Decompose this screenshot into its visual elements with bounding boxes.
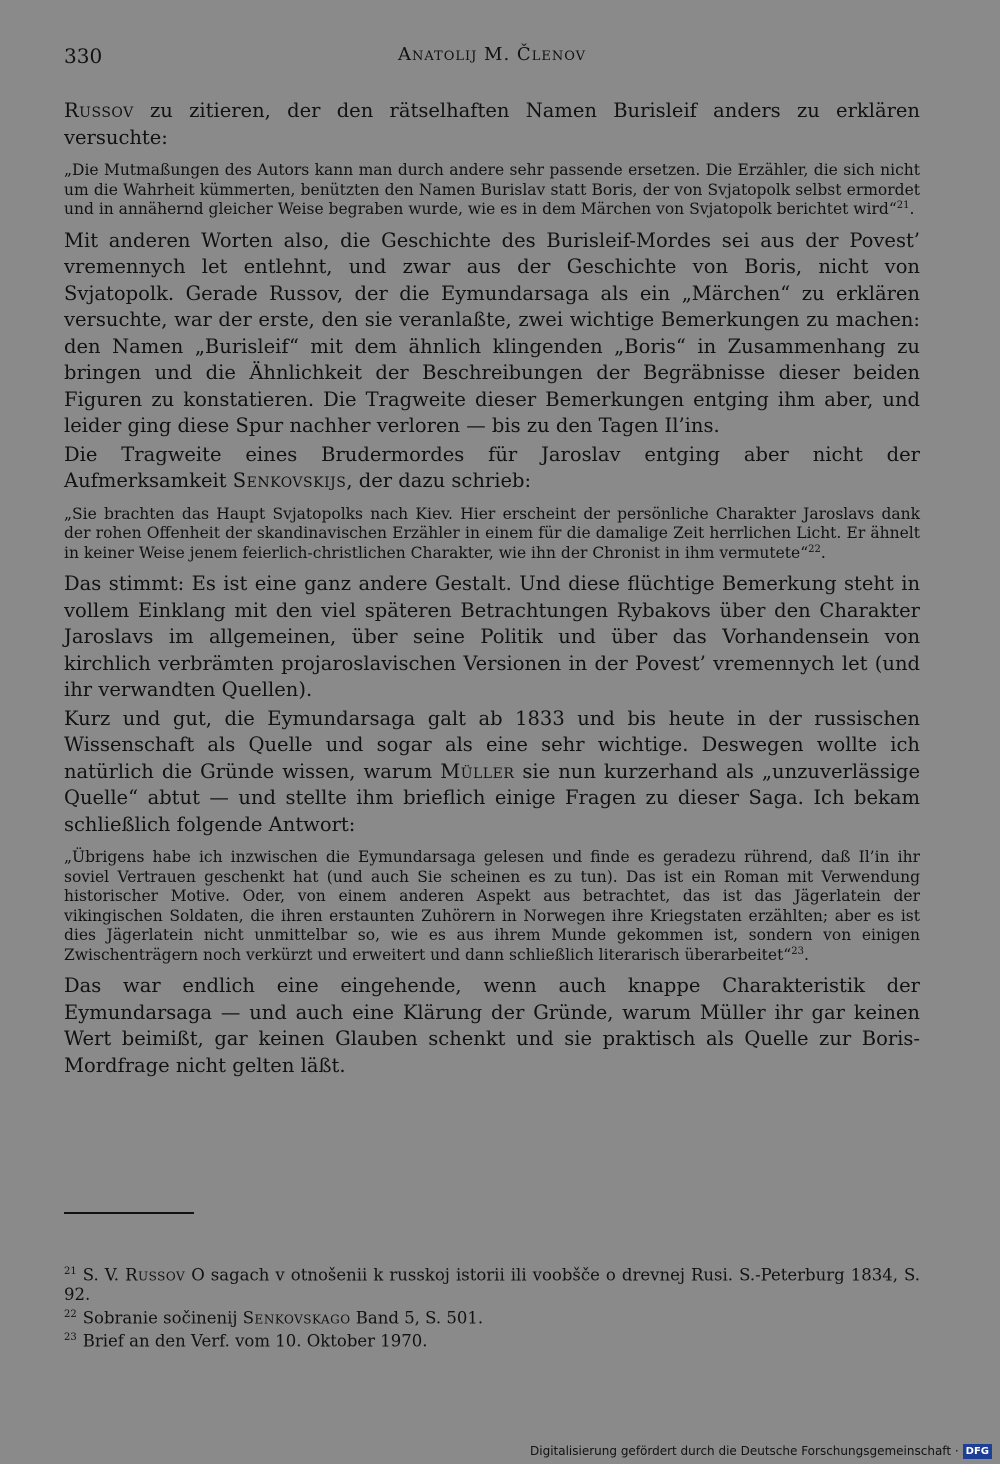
paragraph-1-text: zu zitieren, der den rätselhaften Namen Burisleif anders zu erklären versuchte: (64, 99, 920, 149)
footnote-number: 22 (64, 1308, 77, 1320)
author-name: Russov (64, 99, 134, 122)
paragraph-3-text-a: Die Tragweite eines Brudermordes für Jaroslav entging aber nicht der Aufmerksamkeit (64, 442, 920, 492)
footnote-ref-23[interactable]: 23 (791, 945, 804, 957)
footnote-ref-21[interactable]: 21 (896, 199, 910, 211)
footnote-22 (64, 1305, 920, 1328)
paragraph-3 (64, 442, 920, 495)
footnote-text: Sobranie sočinenij (82, 1308, 243, 1327)
footnote-text: Band 5, S. 501. (350, 1308, 484, 1327)
author-name: Senkovskijs (232, 469, 347, 492)
quote-1-end: . (909, 200, 915, 218)
quote-1 (64, 161, 920, 220)
paragraph-1 (64, 98, 920, 151)
footnote-number: 23 (64, 1331, 77, 1343)
paragraph-6: Das war endlich eine eingehende, wenn auch knappe Charakteristik der Eymundarsaga — und auch eine Klärung der Gründe, warum Müller ihr gar keinen Wert beimißt, gar keinen Glauben schenkt und sie praktisch als Quelle zur Boris-Mordfrage nicht gelten läßt. (64, 974, 920, 1077)
quote-3 (64, 848, 920, 965)
footnote-number: 21 (64, 1266, 77, 1277)
footnote-separator (64, 1212, 194, 1214)
paragraph-5 (64, 706, 920, 839)
paragraph-2: Mit anderen Worten also, die Geschichte des Burisleif-Mordes sei aus der Povest’ vremennych let entlehnt, und zwar aus der Geschichte von Boris, nicht von Svjatopolk. Gerade Russov, der die Eymundarsaga als ein „Märchen“ zu erklären versuchte, war der erste, den sie veranlaßte, zwei wichtige Bemerkungen zu machen: den Namen „Burisleif“ mit dem ähnlich klingenden „Boris“ in Zusammenhang zu bringen und die Ähnlichkeit der Beschreibungen der Begräbnisse dieser beiden Figuren zu konstatieren. Die Tragweite dieser Bemerkungen entging ihm aber, und leider ging diese Spur nachher verloren — bis zu den Tagen Il’ins. (64, 228, 920, 437)
paragraph-5-text-a: Kurz und gut, die Eymundarsaga galt ab 1833 und bis heute in der russischen Wissenschaft als Quelle und sogar als eine sehr wichtige. Deswegen wollte ich natürlich die Gründe wissen, warum (64, 706, 920, 783)
paragraph-3-text-b: , der dazu schrieb: (346, 469, 532, 492)
body-text (64, 98, 920, 1081)
paragraph-5-text-b: sie nun kurzerhand als „unzuverlässige Quelle“ abtut — und stellte ihm brieflich einige Fragen zu dieser Saga. Ich bekam schließlich folgende Antwort: (64, 759, 920, 836)
footnote-23 (64, 1328, 920, 1351)
footnote-author: Senkovskago (242, 1308, 351, 1327)
quote-3-end: . (803, 945, 809, 964)
page-header (64, 44, 920, 74)
paragraph-4: Das stimmt: Es ist eine ganz andere Gestalt. Und diese flüchtige Bemerkung steht in vollem Einklang mit den viel späteren Betrachtungen Rybakovs über den Charakter Jaroslavs im allgemeinen, über seine Politik und über das Vorhandensein von kirchlich verbrämten projaroslavischen Versionen in der Povest’ vremennych let (und ihr verwandten Quellen). (64, 572, 920, 701)
author-name: Müller (440, 759, 515, 783)
footnotes (64, 1262, 920, 1351)
quote-1-text: „Die Mutmaßungen des Autors kann man durch andere sehr passende ersetzen. Die Erzähler, die sich nicht um die Wahrheit kümmerten, benützten den Namen Burislav statt Boris, der von Svjatopolk selbst ermordet und in annähernd gleicher Weise begraben wurde, wie es in dem Märchen von Svjatopolk berichtet wird“ (64, 161, 920, 218)
footnote-text: S. V. (82, 1265, 126, 1285)
dfg-logo-icon[interactable]: DFG (963, 1444, 992, 1459)
dfg-funding-notice (530, 1442, 992, 1460)
footnote-ref-22[interactable]: 22 (808, 543, 821, 555)
footnote-text: O sagach v otnošenii k russkoj istorii ili voobšče o drevnej Rusi. S.-Peterburg 1834, S. 92. (64, 1265, 920, 1304)
footnote-author: Russov (125, 1265, 186, 1285)
footnote-text: Brief an den Verf. vom 10. Oktober 1970. (82, 1331, 428, 1350)
quote-2 (64, 505, 920, 564)
quote-2-end: . (820, 543, 826, 562)
quote-3-text: „Übrigens habe ich inzwischen die Eymundarsaga gelesen und finde es geradezu rührend, daß Il’in ihr soviel Vertrauen geschenkt hat (und auch Sie scheinen es zu tun). Das ist ein Roman mit Verwendung historischer Motive. Oder, von einem anderen Aspekt aus betrachtet, das ist das Jägerlatein der vikingischen Soldaten, die ihren erstaunten Zuhörern in Norwegen ihre Kriegstaten erzählten; aber es ist dies Jägerlatein nicht unmittelbar so, wie es aus ihrem Munde gekommen ist, sondern von einigen Zwischenträgern noch verkürzt und erweitert und dann schließlich literarisch überarbeitet“ (64, 848, 920, 964)
running-head: Anatolij M. Členov (397, 44, 587, 65)
page-number: 330 (64, 44, 103, 68)
funding-notice-text: Digitalisierung gefördert durch die Deutsche Forschungsgemeinschaft · (530, 1444, 959, 1458)
quote-2-text: „Sie brachten das Haupt Svjatopolks nach Kiev. Hier erscheint der persönliche Charakter Jaroslavs dank der rohen Offenheit der skandinavischen Erzähler in einem für die damalige Zeit herrlichen Licht. Er ähnelt in keiner Weise jenem feierlich-christlichen Charakter, wie ihn der Chronist in ihm vermutete“ (64, 504, 920, 562)
footnote-21 (64, 1262, 920, 1305)
